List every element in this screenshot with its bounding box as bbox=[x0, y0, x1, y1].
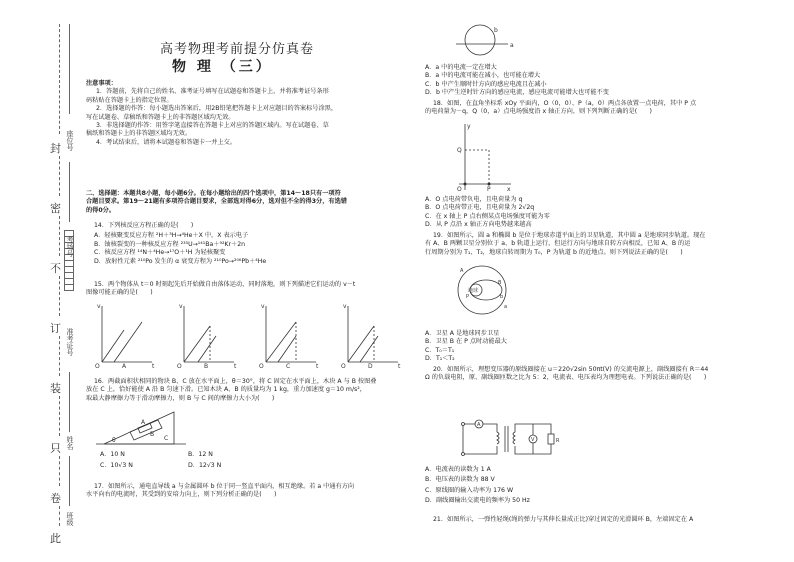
seal-char: 卷 bbox=[50, 492, 61, 505]
notes-line: 写在试题卷、草稿纸和答题卡上的非答题区域均无效。 bbox=[86, 113, 235, 121]
question-stem: 16．两截面积状相同的物块 B、C 放在水平面上，θ＝30°，将 C 固定在水平面上，木块 A 与 B 按图叠 bbox=[94, 378, 377, 385]
seal-char: 只 bbox=[50, 442, 61, 455]
question-stem: 15．两个物体从 t＝0 时刻起先后开始做自由落体运动，同时落地，则下列描述它们运动的 v－t bbox=[94, 281, 356, 288]
axis-label-t: t bbox=[152, 363, 155, 370]
option: B．铀核裂变的一种核反应方程 ²³⁵U→¹⁴¹Ba＋⁹²Kr＋2n bbox=[94, 240, 246, 248]
option: C．10√3 N bbox=[100, 462, 133, 470]
binding-dashed-line bbox=[59, 396, 60, 436]
question-stem: 19．如图所示，圆 a 和椭圆 b 是位于地球赤道平面上的卫星轨道，其中圆 a 是地球同步轨道。现在 bbox=[433, 232, 706, 239]
question-stem: 14．下列核反应方程正确的是( ) bbox=[94, 222, 194, 229]
page-title: 高考物理考前提分仿真卷 bbox=[160, 42, 315, 57]
transformer-circuit bbox=[455, 418, 563, 460]
ring-label: b bbox=[494, 27, 498, 34]
question-19 bbox=[425, 232, 706, 257]
option: A．a 中的电流一定在增大 bbox=[425, 64, 497, 71]
binding-dashed-line bbox=[59, 506, 60, 526]
axis-label-v: v bbox=[343, 303, 347, 310]
wire-label: a bbox=[510, 42, 514, 49]
q19-options bbox=[425, 330, 507, 364]
ring-wire-figure bbox=[456, 20, 516, 60]
origin-label: O bbox=[95, 363, 100, 370]
question-stem: 放在 C 上，恰好能使 A 沿 B 匀速下滑。已知木块 A、B 的质量均为 1 kg，重力加速度 g＝10 m/s²， bbox=[86, 386, 366, 394]
notes-line: 稿纸和答题卡上的非答题区域均无效。 bbox=[86, 130, 192, 138]
admission-number-label: 准考证号 bbox=[66, 328, 74, 356]
binding-dashed-line bbox=[59, 336, 60, 376]
option: B．12 N bbox=[188, 451, 213, 458]
satellite-b-label: B bbox=[498, 280, 502, 286]
question-14 bbox=[86, 222, 266, 266]
question-21 bbox=[425, 516, 693, 524]
coordinate-figure bbox=[455, 120, 515, 192]
ammeter-label: A bbox=[477, 422, 481, 428]
question-stem: 17．如图所示，通电直导线 a 与金属圆环 b 位于同一竖直平面内，相互绝缘。若 a 中通有方向 bbox=[94, 483, 355, 490]
axis-label-x: x bbox=[507, 186, 511, 192]
name-label: 姓名 bbox=[66, 436, 74, 450]
seal-char: 密 bbox=[50, 202, 61, 215]
option: D．从 P 点沿 x 轴正方向电势越来越高 bbox=[425, 221, 532, 229]
question-stem: 水平向右的电流时，其受到的安培力向上，则下列分析正确的是( ) bbox=[86, 491, 277, 499]
option: D．T₁＜T₂ bbox=[425, 355, 455, 363]
q18-options bbox=[425, 196, 550, 230]
notes-heading: 注意事项： bbox=[86, 80, 117, 87]
graph-label: A bbox=[122, 363, 127, 370]
notes-block bbox=[86, 80, 337, 147]
point-label-p: P bbox=[487, 186, 491, 192]
seat-number-label: 座位号 bbox=[66, 130, 74, 151]
question-stem: 图像可能正确的是( ) bbox=[86, 289, 153, 297]
axis-label-v: v bbox=[261, 303, 265, 310]
field-underline bbox=[69, 162, 70, 222]
option: D．副线圈输出交流电的频率为 50 Hz bbox=[425, 497, 530, 505]
graph-label: C bbox=[286, 363, 291, 370]
axis-label-t: t bbox=[234, 363, 237, 370]
block-c-label: C bbox=[164, 435, 169, 442]
binding-dashed-line bbox=[59, 156, 60, 196]
option: B．a 中的电流可能在减小，也可能在增大 bbox=[425, 72, 541, 80]
seal-char: 不 bbox=[50, 262, 61, 275]
axis-label-t: t bbox=[398, 363, 401, 370]
block-b-label: B bbox=[150, 431, 155, 438]
question-stem: 行周期分别为 T₁、T₂，地球自转周期为 T₀，P 为轨道 b 的近地点。则下列说法正确的是( ) bbox=[425, 248, 683, 256]
perigee-label: P bbox=[466, 294, 470, 300]
seal-char: 此 bbox=[50, 532, 61, 545]
origin-label: O bbox=[457, 186, 462, 192]
field-underline bbox=[69, 24, 70, 114]
q17-options bbox=[425, 64, 609, 98]
binding-strip bbox=[50, 22, 78, 557]
paper-subtitle: 物 理 （三） bbox=[172, 59, 273, 75]
option: C．T₀＝T₁ bbox=[425, 346, 455, 354]
question-stem: 有 A、B 两颗卫星分别位于 a、b 轨道上运行，但运行方向与地球自转方向相反，已知 A、B 的运 bbox=[425, 240, 691, 248]
graph-label: B bbox=[204, 363, 209, 370]
notes-line: 码粘贴在答题卡上的指定位置。 bbox=[86, 96, 173, 104]
seal-char: 装 bbox=[50, 382, 61, 395]
satellite-a-label: A bbox=[460, 268, 464, 274]
axis-label-t: t bbox=[316, 363, 319, 370]
seal-char: 封 bbox=[50, 142, 61, 155]
option: B．O 点电荷带正电，且电荷量为 2√2q bbox=[425, 204, 535, 212]
q16-options bbox=[100, 451, 221, 471]
question-stem: 取最大静摩擦力等于滑动摩擦力，则 B 与 C 间的摩擦力大小为( ) bbox=[86, 394, 275, 402]
orbit-b-label: b bbox=[500, 294, 504, 300]
question-stem: 20．如图所示，理想变压器的原线圈接在 u＝220√2sin 50πt(V) 的交流电源上，副线圈接有 R＝44 bbox=[433, 366, 709, 373]
question-20 bbox=[425, 366, 708, 383]
wedge-figure bbox=[96, 406, 186, 448]
section-intro-line: 二、选择题：本题共8小题，每小题6分。在每小题给出的四个选项中，第14～18只有一项符 bbox=[86, 190, 341, 197]
exam-room-label: 考场号 bbox=[66, 236, 74, 257]
option: B．卫星 B 在 P 点时动能最大 bbox=[425, 338, 507, 346]
option: A．O 点电荷带负电，且电荷量为 q bbox=[425, 196, 523, 203]
option: B．电压表的读数为 88 V bbox=[425, 476, 495, 484]
question-stem: 的电荷量为－q，Q（0，a）点电场强度沿 x 轴正方向，则下列判断正确的是( ) bbox=[425, 108, 652, 116]
section-intro-line: 合题目要求。第19～21题有多项符合题目要求，全部选对得6分，选对但不全的得3分，有选错 bbox=[86, 198, 347, 206]
question-stem: 21．如图所示，一弹性轻绳(绳的弹力与其伸长量成正比)穿过固定的光滑圆环 B，左端固定在 A bbox=[433, 516, 694, 523]
question-17 bbox=[86, 483, 354, 500]
class-label: 班级 bbox=[66, 512, 74, 526]
option: C．原线圈的输入功率为 176 W bbox=[425, 486, 514, 494]
question-18 bbox=[425, 100, 696, 117]
option: A．卫星 A 是地球同步卫星 bbox=[425, 330, 500, 337]
resistor-label: R bbox=[556, 438, 560, 444]
notes-line: 2．选择题的作答：每小题选出答案后，用2B铅笔把答题卡上对应题目的答案标号涂黑， bbox=[96, 105, 338, 113]
orbit-a-label: a bbox=[504, 304, 508, 310]
binding-dashed-line bbox=[59, 24, 60, 134]
option: A．10 N bbox=[100, 451, 125, 458]
field-underline bbox=[69, 372, 70, 432]
notes-line: 3．非选择题的作答：用签字笔直接答在答题卡上对应的答题区域内。写在试题卷、草 bbox=[96, 122, 329, 130]
option: A．轻核聚变反应方程 ²H＋³H→⁴He＋X 中，X 表示电子 bbox=[94, 232, 249, 240]
binding-dashed-line bbox=[59, 456, 60, 486]
q20-options bbox=[425, 466, 530, 506]
angle-label: θ bbox=[112, 437, 116, 444]
axis-label-y: y bbox=[467, 123, 471, 130]
question-15 bbox=[86, 281, 355, 298]
option: D．12√3 N bbox=[188, 462, 222, 470]
orbit-figure bbox=[452, 262, 512, 318]
axis-label-v: v bbox=[97, 303, 101, 310]
option: C．b 中产生顺时针方向的感应电流且在减小 bbox=[425, 80, 547, 88]
option: D．b 中产生逆时针方向的感应电流，感应电流可能增大也可能不变 bbox=[425, 89, 609, 97]
axis-label-v: v bbox=[179, 303, 183, 310]
origin-label: O bbox=[341, 363, 346, 370]
field-underline bbox=[69, 456, 70, 506]
seal-char: 订 bbox=[50, 322, 61, 335]
question-stem: Ω 的负载电阻，原、副线圈匝数之比为 5：2，电流表、电压表均为理想电表。下列说法正确的是( ) bbox=[425, 374, 707, 382]
section-intro bbox=[86, 190, 347, 215]
binding-dashed-line bbox=[59, 216, 60, 256]
option: C．在 x 轴上 P 点右侧某点电场强度可能为零 bbox=[425, 212, 550, 220]
option: D．放射性元素 ²¹⁰Po 发生的 α 衰变方程为 ²¹⁰Po→²⁰⁶Pb＋⁴He bbox=[94, 257, 267, 265]
voltmeter-label: V bbox=[531, 437, 535, 443]
binding-dashed-line bbox=[59, 276, 60, 316]
section-intro-line: 的得0分。 bbox=[86, 206, 116, 214]
earth-label: 地球 bbox=[468, 288, 479, 294]
graph-label: D bbox=[368, 363, 373, 370]
notes-line: 1．答题前，先将自己的姓名、准考证号填写在试题卷和答题卡上，并将准考证号条形 bbox=[96, 88, 329, 96]
point-label-q: Q bbox=[457, 147, 462, 154]
vt-graphs bbox=[92, 300, 412, 370]
origin-label: O bbox=[259, 363, 264, 370]
block-a-label: A bbox=[141, 419, 146, 426]
notes-line: 4．考试结束后，请将本试题卷和答题卡一并上交。 bbox=[96, 138, 237, 146]
origin-label: O bbox=[177, 363, 182, 370]
question-stem: 18．如图，在直角坐标系 xOy 平面内，O（0，0）、P（a，0）两点各放置一点电荷，其中 P 点 bbox=[433, 100, 697, 107]
question-16 bbox=[86, 378, 376, 403]
option: A．电流表的读数为 1 A bbox=[425, 466, 491, 473]
option: C．核反应方程 ¹⁴N＋⁴He→¹⁷O＋¹H 为轻核聚变 bbox=[94, 249, 226, 257]
